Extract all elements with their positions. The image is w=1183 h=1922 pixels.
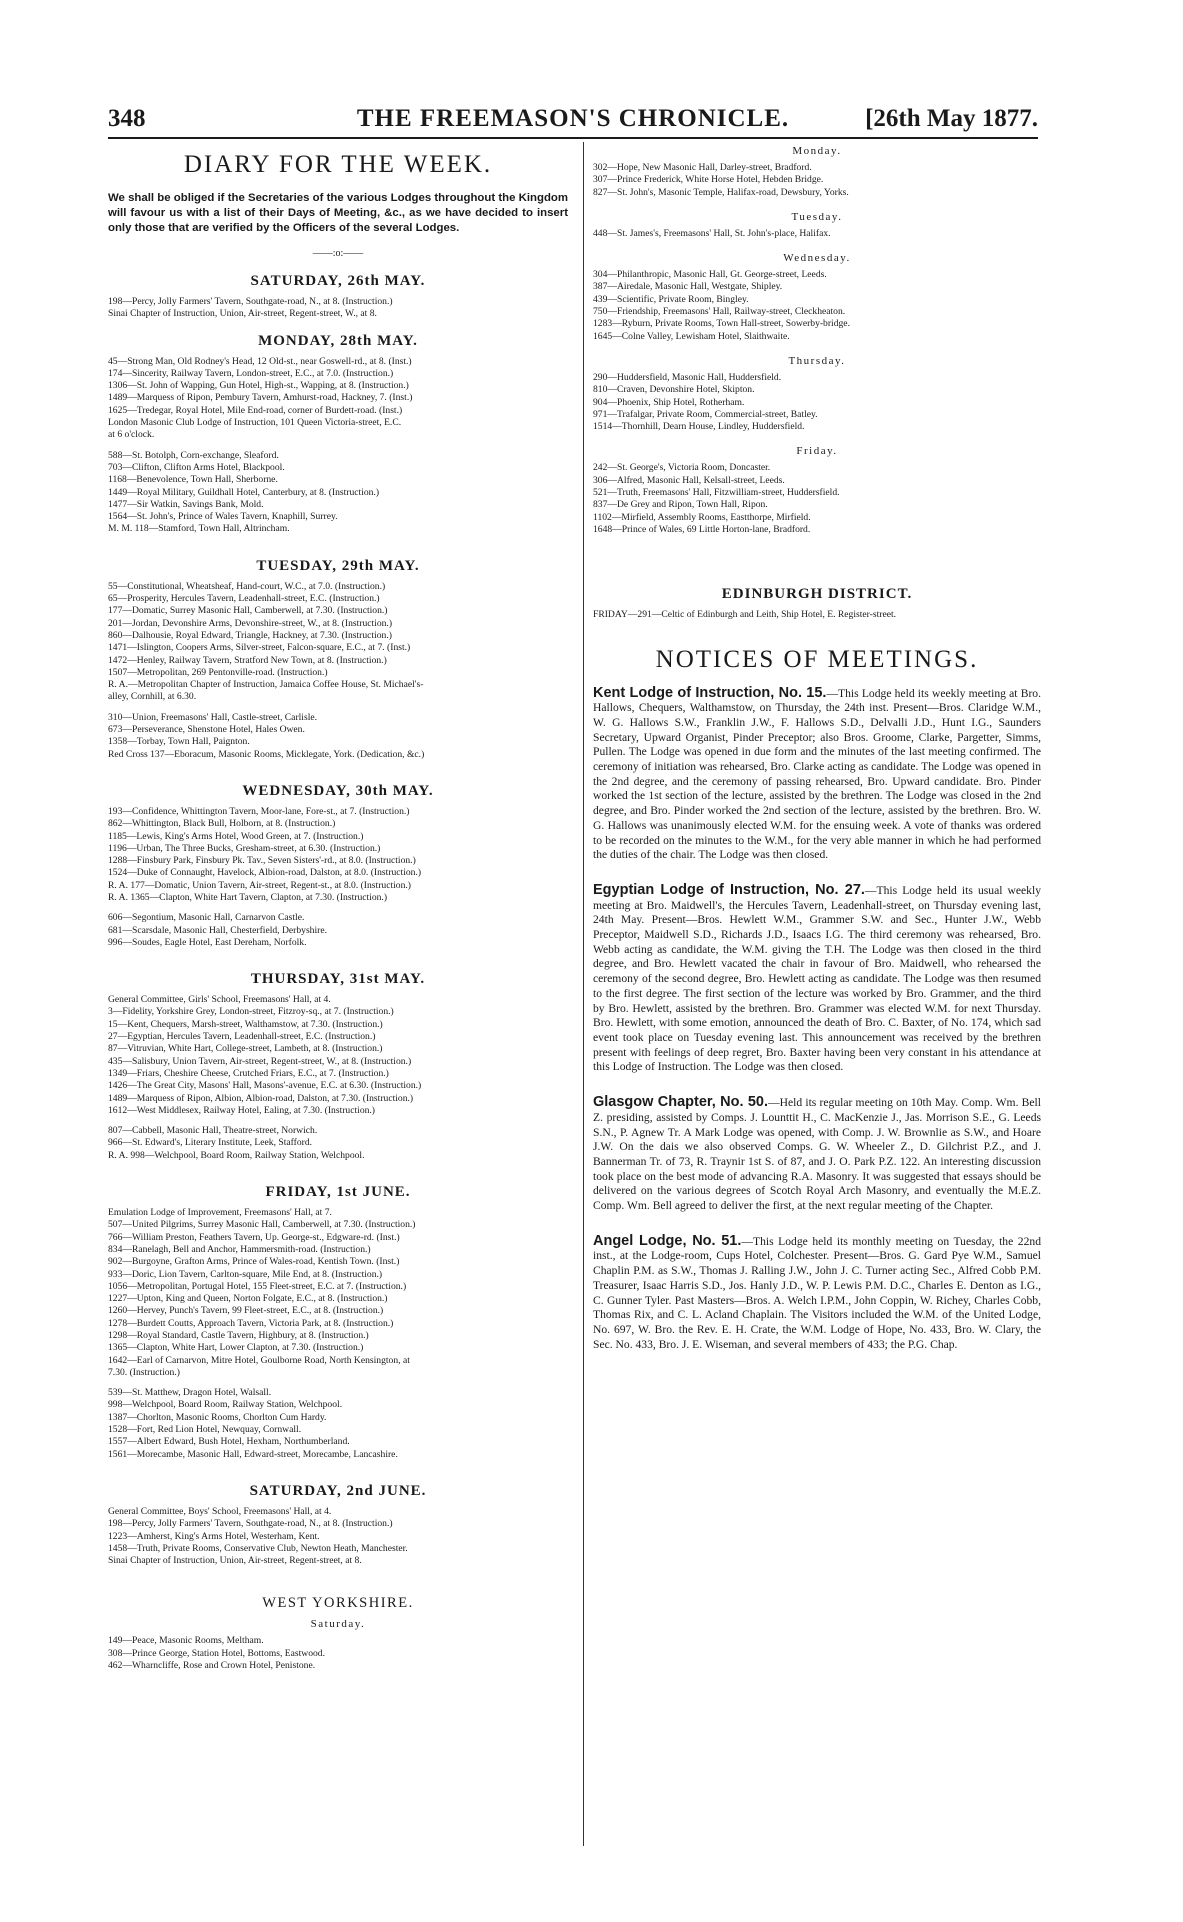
meeting-entry: 242—St. George's, Victoria Room, Doncaster. [593, 462, 771, 474]
entry-list [108, 994, 568, 1162]
notice-title: Angel Lodge, No. 51. [593, 1232, 742, 1249]
meeting-entry: R. A. 998—Welchpool, Board Room, Railway Station, Welchpool. [108, 1149, 365, 1161]
weekday-subheading: Monday. [792, 145, 842, 157]
meeting-entry: General Committee, Boys' School, Freemasons' Hall, at 4. [108, 1505, 332, 1517]
meeting-entry: 310—Union, Freemasons' Hall, Castle-street, Carlisle. [108, 711, 318, 723]
meeting-entry: 904—Phoenix, Ship Hotel, Rotherham. [593, 396, 745, 408]
meeting-entry: 448—St. James's, Freemasons' Hall, St. John's-place, Halifax. [593, 227, 831, 239]
meeting-entry: 7.30. (Instruction.) [108, 1366, 180, 1378]
meeting-entry: 750—Friendship, Freemasons' Hall, Railway-street, Cleckheaton. [593, 306, 846, 318]
meeting-entry: 1564—St. John's, Prince of Wales Tavern, Knaphill, Surrey. [108, 511, 338, 523]
meeting-entry: 1477—Sir Watkin, Savings Bank, Mold. [108, 498, 264, 510]
day-heading: MONDAY, 28th MAY. [258, 332, 418, 349]
meeting-entry: 971—Trafalgar, Private Room, Commercial-street, Batley. [593, 408, 818, 420]
entry-list [593, 372, 1041, 433]
meeting-entry: Sinai Chapter of Instruction, Union, Air-street, Regent-street, W., at 8. [108, 308, 377, 320]
entry-list [593, 462, 1041, 536]
meeting-entry: 966—St. Edward's, Literary Institute, Leek, Stafford. [108, 1137, 313, 1149]
day-heading: THURSDAY, 31st MAY. [250, 971, 426, 988]
meeting-entry: 507—United Pilgrims, Surrey Masonic Hall, Camberwell, at 7.30. (Instruction.) [108, 1219, 416, 1231]
day-block [108, 273, 568, 321]
meeting-entry: 1185—Lewis, King's Arms Hotel, Wood Green, at 7. (Instruction.) [108, 830, 364, 842]
day-block [108, 1184, 568, 1461]
day-heading: WEDNESDAY, 30th MAY. [242, 782, 434, 799]
meeting-entry: 860—Dalhousie, Royal Edward, Triangle, Hackney, at 7.30. (Instruction.) [108, 629, 392, 641]
meeting-entry: 703—Clifton, Clifton Arms Hotel, Blackpool. [108, 461, 285, 473]
meeting-entry: 1168—Benevolence, Town Hall, Sherborne. [108, 474, 278, 486]
meeting-entry: Red Cross 137—Eboracum, Masonic Rooms, Micklegate, York. (Dedication, &c.) [108, 748, 425, 760]
day-block [108, 558, 568, 761]
meeting-entry: 1472—Henley, Railway Tavern, Stratford New Town, at 8. (Instruction.) [108, 654, 387, 666]
weekday-subheading: Thursday. [788, 354, 846, 367]
diary-title: DIARY FOR THE WEEK. [183, 151, 493, 178]
weekday-block [593, 252, 1041, 343]
meeting-entry: 834—Ranelagh, Bell and Anchor, Hammersmith-road. (Instruction.) [108, 1243, 371, 1255]
left-column [108, 145, 568, 1845]
meeting-entry: 1557—Albert Edward, Bush Hotel, Hexham, Northumberland. [108, 1436, 350, 1448]
meeting-entry: 45—Strong Man, Old Rodney's Head, 12 Old-st., near Goswell-rd., at 8. (Inst.) [108, 355, 412, 367]
edinburgh-section [593, 586, 1041, 621]
meeting-entry: 606—Segontium, Masonic Hall, Carnarvon Castle. [108, 912, 305, 924]
meeting-entry: 1298—Royal Standard, Castle Tavern, Highbury, at 8. (Instruction.) [108, 1330, 369, 1341]
notice-body: —This Lodge held its weekly meeting at Bro. Hallows, Chequers, Walthamstow, on Thursday, the 24th inst. Present—Bros. Claridge W.M., W. G. Hallows S.W., Franklin J.W., F. Hallows S.D., Delvalli J.D., Hunt I.G., Saunders Secretary, Upward Organist, Pinder Preceptor; also Bros. Groome, Clarke, Pargetter, Simms, Pullen. The Lodge was opened in due form and the minutes of the last meeting confirmed. The ceremony of initiation was rehearsed, Bro. Clarke acting as candidate. The Lodge was opened in the 2nd degree, and the ceremony of passing rehearsed, Bro. Upward candidate. Bro. Pinder worked the 1st section of the lecture, assisted by the brethren. The Lodge was closed in the 2nd degree, and Bro. Pinder worked the 2nd section of the lecture, assisted by the brethren. Bro. W. G. Hallows was unanimously elected W.M. for the ensuing week. A vote of thanks was ordered to be recorded on the minutes to the W.M., for the very able manner in which he had performed the duties of the chair. The Lodge was then closed. [593, 686, 1041, 862]
meeting-entry: 1458—Truth, Private Rooms, Conservative Club, Newton Heath, Manchester. [108, 1542, 408, 1554]
meeting-entry: 1612—West Middlesex, Railway Hotel, Ealing, at 7.30. (Instruction.) [108, 1104, 376, 1116]
meeting-entry: 1471—Islington, Coopers Arms, Silver-street, Falcon-square, E.C., at 7. (Inst.) [108, 642, 411, 654]
meeting-entry: 998—Welchpool, Board Room, Railway Station, Welchpool. [108, 1399, 343, 1411]
meeting-entry: 198—Percy, Jolly Farmers' Tavern, Southgate-road, N., at 8. (Instruction.) [108, 296, 393, 307]
masthead-date: [26th May 1877. [865, 105, 1038, 132]
notice-item [593, 883, 1041, 1075]
entry-list [108, 806, 568, 949]
meeting-entry: 1489—Marquess of Ripon, Albion, Albion-road, Dalston, at 7.30. (Instruction.) [108, 1092, 414, 1104]
meeting-entry: 1387—Chorlton, Masonic Rooms, Chorlton Cum Hardy. [108, 1411, 327, 1423]
notices-title: NOTICES OF MEETINGS. [655, 645, 979, 673]
ornament-rule: ——:o:—— [312, 248, 364, 259]
meeting-entry: 1524—Duke of Connaught, Havelock, Albion-road, Dalston, at 8.0. (Instruction.) [108, 867, 422, 879]
masthead [108, 103, 1038, 139]
weekday-subheading: Tuesday. [791, 210, 843, 223]
regional-heading: EDINBURGH DISTRICT. [721, 586, 913, 603]
meeting-entry: 193—Confidence, Whittington Tavern, Moor-lane, Fore-st., at 7. (Instruction.) [108, 805, 410, 817]
meeting-entry: 996—Soudes, Eagle Hotel, East Dereham, Norfolk. [108, 936, 307, 948]
entry-list [108, 1207, 568, 1461]
meeting-entry: 1223—Amherst, King's Arms Hotel, Westerham, Kent. [108, 1530, 320, 1542]
notice-title: Kent Lodge of Instruction, No. 15. [593, 684, 827, 701]
meeting-entry: 1645—Colne Valley, Lewisham Hotel, Slaithwaite. [593, 330, 790, 342]
weekday-block [593, 145, 1041, 199]
diary-intro: We shall be obliged if the Secretaries of the various Lodges throughout the Kingdom will favour us with a list of their Days of Meeting, &c., as we have decided to insert only those that are verified by the Officers of the several Lodges. [108, 192, 568, 234]
meeting-entry: 1283—Ryburn, Private Rooms, Town Hall-street, Sowerby-bridge. [593, 318, 850, 330]
weekday-block [593, 355, 1041, 433]
meeting-entry: 810—Craven, Devonshire Hotel, Skipton. [593, 384, 755, 396]
weekday-block [593, 445, 1041, 536]
meeting-entry: 1349—Friars, Cheshire Cheese, Crutched Friars, E.C., at 7. (Instruction.) [108, 1067, 389, 1079]
meeting-entry: 439—Scientific, Private Room, Bingley. [593, 293, 749, 305]
meeting-entry: 807—Cabbell, Masonic Hall, Theatre-street, Norwich. [108, 1125, 318, 1137]
meeting-entry: 1056—Metropolitan, Portugal Hotel, 155 Fleet-street, E.C. at 7. (Instruction.) [108, 1280, 407, 1292]
meeting-entry: 521—Truth, Freemasons' Hall, Fitzwilliam-street, Huddersfield. [593, 487, 840, 499]
entry-gap [108, 904, 568, 912]
meeting-entry: 201—Jordan, Devonshire Arms, Devonshire-street, W., at 8. (Instruction.) [108, 617, 393, 629]
entry-list [108, 1506, 568, 1567]
meeting-entry: 177—Domatic, Surrey Masonic Hall, Camberwell, at 7.30. (Instruction.) [108, 605, 388, 617]
meeting-entry: 65—Prosperity, Hercules Tavern, Leadenhall-street, E.C. (Instruction.) [108, 593, 380, 605]
notice-item [593, 1095, 1041, 1214]
meeting-entry: 1260—Hervey, Punch's Tavern, 99 Fleet-street, E.C., at 8. (Instruction.) [108, 1305, 384, 1317]
meeting-entry: 588—St. Botolph, Corn-exchange, Sleaford. [108, 449, 279, 461]
notice-body: —This Lodge held its usual weekly meeting at Bro. Maidwell's, the Hercules Tavern, Leadenhall-street, on Thursday evening last, 24th May. Present—Bros. Hewlett W.M., Grammer S.W. and Sec., Hunter J.W., Webb Preceptor, Maidwell S.D., Richards J.D., Isaacs I.G. The third ceremony was rehearsed, Bro. Webb acting as candidate, the W.M. giving the T.H. The Lodge was then closed in the third degree, and Bro. Hewlett vacated the chair in favour of Bro. Maidwell, who rehearsed the ceremony of the second degree, Bro. Hewlett acting as candidate. The Lodge was then resumed to the first degree. The first section of the lecture was worked by Bro. Grammer, and the third by Bro. Hewlett, assisted by the brethren. Bro. Grammer was elected W.M. for next Thursday. Bro. Hewlett, with some emotion, announced the death of Bro. C. Baxter, of No. 174, which sad event took place on Tuesday evening last. This announcement was received by the brethren present with feelings of deep regret, Bro. Baxter having been very constant in his attendance at this Lodge of Instruction. The Lodge was then closed. [593, 883, 1041, 1074]
meeting-entry: 306—Alfred, Masonic Hall, Kelsall-street, Leeds. [593, 474, 785, 486]
masthead-title: THE FREEMASON'S CHRONICLE. [356, 105, 790, 132]
west-yorkshire-section [108, 1595, 568, 1672]
weekday-subheading: Friday. [796, 445, 838, 458]
meeting-entry: 302—Hope, New Masonic Hall, Darley-street, Bradford. [593, 162, 812, 173]
meeting-entry: 308—Prince George, Station Hotel, Bottoms, Eastwood. [108, 1647, 325, 1659]
meeting-entry: 1102—Mirfield, Assembly Rooms, Eastthorpe, Mirfield. [593, 511, 811, 523]
entry-gap [108, 1117, 568, 1125]
notice-title: Glasgow Chapter, No. 50. [593, 1094, 768, 1111]
meeting-entry: 1642—Earl of Carnarvon, Mitre Hotel, Goulborne Road, North Kensington, at [108, 1354, 410, 1366]
meeting-entry: 862—Whittington, Black Bull, Holborn, at 8. (Instruction.) [108, 818, 336, 830]
weekday-subheading: Wednesday. [783, 252, 851, 265]
entry-gap [108, 1379, 568, 1387]
meeting-entry: 55—Constitutional, Wheatsheaf, Hand-court, W.C., at 7.0. (Instruction.) [108, 580, 386, 592]
meeting-entry: 1561—Morecambe, Masonic Hall, Edward-street, Morecambe, Lancashire. [108, 1448, 398, 1460]
meeting-entry: 766—William Preston, Feathers Tavern, Up. George-st., Edgware-rd. (Inst.) [108, 1231, 400, 1243]
meeting-entry: M. M. 118—Stamford, Town Hall, Altrincham. [108, 523, 290, 535]
meeting-entry: 902—Burgoyne, Grafton Arms, Prince of Wales-road, Kentish Town. (Inst.) [108, 1256, 400, 1268]
day-heading: FRIDAY, 1st JUNE. [265, 1184, 411, 1201]
meeting-entry: 1625—Tredegar, Royal Hotel, Mile End-road, corner of Burdett-road. (Inst.) [108, 404, 403, 416]
meeting-entry: 27—Egyptian, Hercules Tavern, Leadenhall-street, E.C. (Instruction.) [108, 1031, 376, 1043]
meeting-entry: 1288—Finsbury Park, Finsbury Pk. Tav., Seven Sisters'-rd., at 8.0. (Instruction.) [108, 855, 416, 867]
meeting-entry: 174—Sincerity, Railway Tavern, London-street, E.C., at 7.0. (Instruction.) [108, 367, 394, 379]
meeting-entry: 1365—Clapton, White Hart, Lower Clapton, at 7.30. (Instruction.) [108, 1342, 364, 1354]
meeting-entry: 1507—Metropolitan, 269 Pentonville-road. (Instruction.) [108, 666, 328, 678]
meeting-entry: 87—Vitruvian, White Hart, College-street, Lambeth, at 8. (Instruction.) [108, 1043, 383, 1055]
meeting-entry: 1306—St. John of Wapping, Gun Hotel, High-st., Wapping, at 8. (Instruction.) [108, 380, 409, 392]
meeting-entry: 307—Prince Frederick, White Horse Hotel, Hebden Bridge. [593, 174, 824, 186]
notice-body: —This Lodge held its monthly meeting on Tuesday, the 22nd inst., at the Lodge-room, Cups Hotel, Colchester. Present—Bros. G. Gard Pye W.M., Samuel Chaplin P.M. as S.W., Thomas J. Ralling J.W., John J. C. Turner acting Sec., Alfred Cobb P.M. Treasurer, Isaac Harris S.D., Jos. Hanly J.D., W. P. Lewis P.M. D.C., Charles E. Denton as I.G., C. Gunner Tyler. Past Masters—Bros. A. Welch I.P.M., John Coppin, W. Richey, Charles Cobb, Thomas Rix, and C. L. Acland Chaplain. The Visitors included the W.M. of the United Lodge, No. 697, W. Bro. the Rev. E. H. Crate, the W.M. Lodge of Hope, No. 433, Bro. W. Clary, the Sec. No. 433, Bro. J. E. Wiseman, and several members of 433; the P.G. Chap. [593, 1234, 1041, 1351]
meeting-entry: R. A.—Metropolitan Chapter of Instruction, Jamaica Coffee House, St. Michael's- [108, 679, 424, 691]
meeting-entry: 933—Doric, Lion Tavern, Carlton-square, Mile End, at 8. (Instruction.) [108, 1268, 383, 1280]
entry-list [108, 581, 568, 761]
day-block [108, 783, 568, 949]
entry-list [108, 1635, 568, 1672]
meeting-entry: 3—Fidelity, Yorkshire Grey, London-street, Fitzroy-sq., at 7. (Instruction.) [108, 1006, 394, 1018]
day-block [108, 333, 568, 536]
meeting-entry: Emulation Lodge of Improvement, Freemasons' Hall, at 7. [108, 1207, 332, 1219]
entry-gap [108, 442, 568, 450]
meeting-entry: 1489—Marquess of Ripon, Pembury Tavern, Amhurst-road, Hackney, 7. (Inst.) [108, 392, 413, 404]
meeting-entry: 827—St. John's, Masonic Temple, Halifax-road, Dewsbury, Yorks. [593, 186, 849, 198]
meeting-entry: 837—De Grey and Ripon, Town Hall, Ripon. [593, 499, 768, 511]
meeting-entry: 435—Salisbury, Union Tavern, Air-street, Regent-street, W., at 8. (Instruction.) [108, 1055, 412, 1067]
weekday-subheading: Saturday. [310, 1618, 366, 1631]
entry-list [593, 228, 1041, 240]
meeting-entry: 1196—Urban, The Three Bucks, Gresham-street, at 6.30. (Instruction.) [108, 842, 381, 854]
notice-item [593, 686, 1041, 863]
edinburgh-entry: FRIDAY—291—Celtic of Edinburgh and Leith, Ship Hotel, E. Register-street. [593, 609, 897, 621]
meeting-entry: 681—Scarsdale, Masonic Hall, Chesterfield, Derbyshire. [108, 924, 327, 936]
day-heading: SATURDAY, 2nd JUNE. [249, 1482, 427, 1499]
meeting-entry: 290—Huddersfield, Masonic Hall, Huddersfield. [593, 371, 782, 383]
notice-item [593, 1234, 1041, 1353]
meeting-entry: 1449—Royal Military, Guildhall Hotel, Canterbury, at 8. (Instruction.) [108, 486, 380, 498]
day-heading: TUESDAY, 29th MAY. [256, 557, 420, 574]
weekday-block [593, 211, 1041, 240]
entry-gap [108, 704, 568, 712]
meeting-entry: 1648—Prince of Wales, 69 Little Horton-lane, Bradford. [593, 523, 811, 535]
meeting-entry: 462—Wharncliffe, Rose and Crown Hotel, Penistone. [108, 1660, 316, 1672]
meeting-entry: 1358—Torbay, Town Hall, Paignton. [108, 736, 250, 748]
meeting-entry: R. A. 1365—Clapton, White Hart Tavern, Clapton, at 7.30. (Instruction.) [108, 891, 388, 903]
meeting-entry: 1514—Thornhill, Dearn House, Lindley, Huddersfield. [593, 421, 805, 433]
meeting-entry: 539—St. Matthew, Dragon Hotel, Walsall. [108, 1387, 272, 1399]
meeting-entry: alley, Cornhill, at 6.30. [108, 691, 197, 703]
notice-body: —Held its regular meeting on 10th May. Comp. Wm. Bell Z. presiding, assisted by Comps. J. Lounttit H., C. MacKenzie J., Jas. Morrison S.E., G. Leeds S.N., P. Agnew Tr. A Mark Lodge was opened, with Comp. J. W. Brownlie as S.W., and Hoare J.W. On the dais we also observed Comps. G. W. Wheeler Z., D. Gilchrist P.Z., and J. Bannerman Tr. of 73, R. Traynir 1st S. of 87, and J. O. Park P.Z. 122. An interesting discussion took place on the best mode of advancing R.A. Masonry. It was suggested that essays should be delivered on the various degrees of Scotch Royal Arch Masonry, and eventually the M.E.Z. Comp. Wm. Bell agreed to deliver the first, at the next regular meeting of the Chapter. [593, 1096, 1041, 1213]
meeting-entry: 1278—Burdett Coutts, Approach Tavern, Victoria Park, at 8. (Instruction.) [108, 1317, 394, 1329]
meeting-entry: 1528—Fort, Red Lion Hotel, Newquay, Cornwall. [108, 1424, 302, 1436]
meeting-entry: 304—Philanthropic, Masonic Hall, Gt. George-street, Leeds. [593, 269, 827, 281]
meeting-entry: 149—Peace, Masonic Rooms, Meltham. [108, 1635, 264, 1647]
right-column [593, 145, 1041, 1845]
meeting-entry: General Committee, Girls' School, Freemasons' Hall, at 4. [108, 994, 331, 1006]
notice-title: Egyptian Lodge of Instruction, No. 27. [593, 881, 865, 898]
meeting-entry: London Masonic Club Lodge of Instruction, 101 Queen Victoria-street, E.C. [108, 417, 402, 429]
day-block [108, 1483, 568, 1567]
meeting-entry: 198—Percy, Jolly Farmers' Tavern, Southgate-road, N., at 8. (Instruction.) [108, 1518, 393, 1530]
meeting-entry: 673—Perseverance, Shenstone Hotel, Hales Owen. [108, 724, 305, 736]
regional-heading: WEST YORKSHIRE. [262, 1595, 414, 1612]
entry-list [108, 356, 568, 536]
column-divider [583, 142, 584, 1846]
day-block [108, 971, 568, 1162]
meeting-entry: 1227—Upton, King and Queen, Norton Folgate, E.C., at 8. (Instruction.) [108, 1293, 388, 1305]
entry-list [593, 269, 1041, 343]
meeting-entry: at 6 o'clock. [108, 429, 155, 441]
meeting-entry: Sinai Chapter of Instruction, Union, Air-street, Regent-street, at 8. [108, 1555, 362, 1567]
page-number: 348 [108, 105, 146, 132]
day-heading: SATURDAY, 26th MAY. [250, 273, 426, 289]
entry-list [108, 296, 568, 321]
meeting-entry: 387—Airedale, Masonic Hall, Westgate, Shipley. [593, 281, 783, 293]
meeting-entry: 1426—The Great City, Masons' Hall, Masons'-avenue, E.C. at 6.30. (Instruction.) [108, 1080, 422, 1092]
entry-list [593, 162, 1041, 199]
meeting-entry: R. A. 177—Domatic, Union Tavern, Air-street, Regent-st., at 8.0. (Instruction.) [108, 879, 411, 891]
meeting-entry: 15—Kent, Chequers, Marsh-street, Walthamstow, at 7.30. (Instruction.) [108, 1018, 383, 1030]
